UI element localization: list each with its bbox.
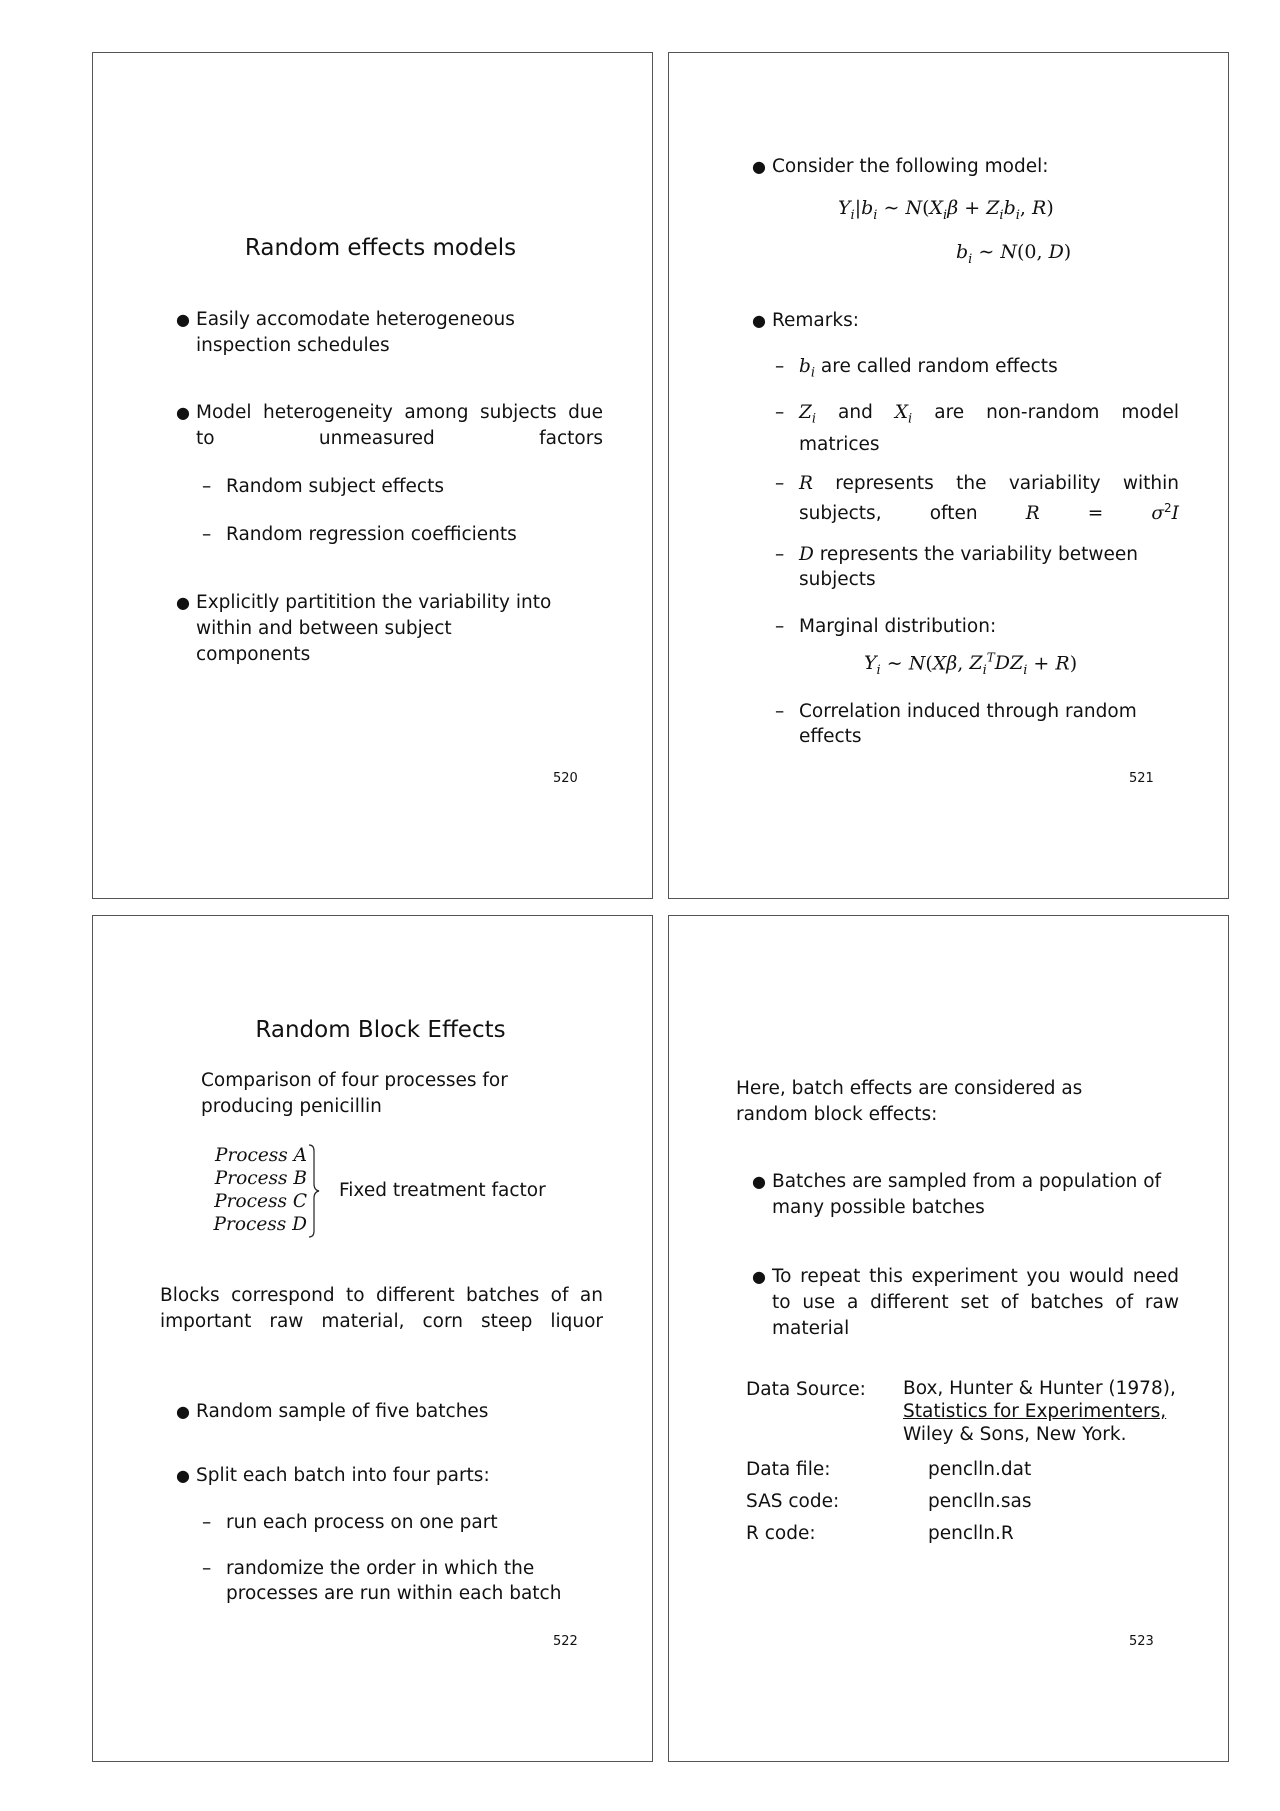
bullet-icon: ●: [176, 1466, 190, 1485]
file-value: penclln.R: [928, 1523, 1014, 1544]
data-source-book: Statistics for Experimenters,: [903, 1401, 1167, 1422]
dash-icon: –: [775, 616, 785, 637]
page-number: 522: [553, 1634, 578, 1649]
bullet-icon: ●: [752, 311, 766, 330]
sub-item-text: Random regression coefficients: [226, 524, 517, 545]
bullet-icon: ●: [176, 593, 190, 612]
sub-item: [202, 474, 586, 499]
slide-523: [668, 915, 1229, 1762]
page-number: 520: [553, 771, 578, 786]
page-number: 521: [1129, 771, 1154, 786]
process-item: Process A: [215, 1145, 307, 1166]
file-row: [746, 1454, 1032, 1486]
dash-icon: –: [775, 701, 785, 722]
sub-item-text: are called random effects: [820, 356, 1058, 377]
sub-item: [202, 522, 586, 547]
file-label: Data file:: [746, 1459, 831, 1480]
sub-item: [775, 614, 1179, 639]
bullet-text: Explicitly partitition the variability into within and between subject components: [196, 592, 552, 665]
sub-item-text: represents the variability between subjects: [799, 544, 1139, 590]
slide-title: Random effects models: [244, 235, 517, 261]
sub-item-text: randomize the order in which the processes are run within each batch: [226, 1558, 562, 1604]
file-label: R code:: [746, 1523, 816, 1544]
sub-item-text: and: [838, 402, 873, 423]
sub-item: [202, 1510, 606, 1535]
sub-item: – $b_i$ are called random effects: [775, 356, 1058, 381]
dash-icon: –: [775, 473, 785, 494]
sub-item: [775, 699, 1184, 749]
sub-item: [202, 1556, 616, 1606]
sub-item-text: Random subject effects: [226, 476, 444, 497]
model-equation: $Y_i|b_i$ ∼ $N(X_i\beta + Z_ib_i$, R): [838, 197, 1054, 223]
sub-item-text: run each process on one part: [226, 1512, 498, 1533]
brace-icon: [307, 1144, 321, 1238]
dash-icon: –: [775, 356, 785, 377]
process-item: Process D: [213, 1214, 307, 1235]
marginal-equation: $Y_i$ ∼ N(Xβ, $Z_i^TDZ_i + R$): [864, 651, 1078, 679]
bullet-text: Split each batch into four parts:: [196, 1465, 490, 1486]
bullet-icon: ●: [176, 1402, 190, 1421]
bullet-icon: ●: [176, 310, 190, 329]
bullet-item: [752, 1169, 1182, 1221]
dash-icon: –: [775, 402, 785, 423]
bullet-text: Remarks:: [772, 310, 859, 331]
bullet-item: [176, 400, 603, 478]
bullet-text: To repeat this experiment you would need to use a different set of batches of raw material: [772, 1266, 1179, 1339]
file-row: [746, 1486, 1032, 1518]
sub-item: – $Z_i$ and $X_i$ are non-random model matrices: [775, 402, 1179, 455]
slide-title: Random Block Effects: [255, 1017, 506, 1043]
file-value: penclln.dat: [928, 1459, 1032, 1480]
bullet-icon: ●: [176, 403, 190, 422]
file-label: SAS code:: [746, 1491, 840, 1512]
dash-icon: –: [202, 1558, 212, 1579]
bullet-text: Random sample of five batches: [196, 1401, 489, 1422]
bullet-item: [176, 590, 561, 668]
sub-item-text: represents the variability within subjects, often: [799, 473, 1179, 525]
data-source-line: Box, Hunter & Hunter (1978),: [903, 1378, 1176, 1399]
bullet-item: [176, 1463, 576, 1489]
file-table: [746, 1454, 1032, 1550]
slide-520: [92, 52, 653, 899]
data-source-line: Wiley & Sons, New York.: [903, 1424, 1127, 1445]
dash-icon: –: [202, 1512, 212, 1533]
slide-521: [668, 52, 1229, 899]
intro-text: Comparison of four processes for producing penicillin: [201, 1070, 508, 1117]
random-effect-equation: $b_i$ ∼ N(0, D): [956, 241, 1072, 267]
sub-item: – D represents the variability between subjects: [775, 544, 1139, 590]
factor-label: Fixed treatment factor: [339, 1180, 546, 1201]
bullet-item: [752, 154, 1172, 180]
dash-icon: –: [202, 524, 212, 545]
process-item: Process B: [214, 1168, 307, 1189]
bullet-item: [752, 1264, 1179, 1368]
intro-text: Here, batch effects are considered as random block effects:: [736, 1078, 1083, 1125]
bullet-text: Model heterogeneity among subjects due to unmeasured factors: [196, 402, 603, 449]
bullet-icon: ●: [752, 157, 766, 176]
data-source-value: [903, 1377, 1176, 1446]
bullet-text: Consider the following model:: [772, 156, 1049, 177]
file-value: penclln.sas: [928, 1491, 1032, 1512]
bullet-text: Easily accomodate heterogeneous inspection schedules: [196, 309, 515, 356]
file-row: [746, 1518, 1032, 1550]
process-item: Process C: [214, 1191, 307, 1212]
data-source-label: Data Source:: [746, 1379, 866, 1400]
sub-item-text: are non-random model matrices: [799, 402, 1179, 455]
bullet-icon: ●: [752, 1172, 766, 1191]
process-list: [192, 1144, 307, 1236]
bullet-item: [176, 307, 556, 359]
dash-icon: –: [202, 476, 212, 497]
bullet-item: [176, 1399, 576, 1425]
sub-item-text: Correlation induced through random effects: [799, 701, 1137, 747]
dash-icon: –: [775, 544, 785, 565]
sub-item: – R represents the variability within subjects, often $R = \sigma^2I$: [775, 473, 1179, 525]
bullet-text: Batches are sampled from a population of many possible batches: [772, 1171, 1162, 1218]
bullet-icon: ●: [752, 1267, 766, 1286]
bullet-item: [752, 308, 1072, 334]
sub-item-text: Marginal distribution:: [799, 616, 997, 637]
blocks-text: Blocks correspond to different batches of an important raw material, corn steep liquor: [160, 1285, 603, 1332]
page-number: 523: [1129, 1634, 1154, 1649]
slide-522: [92, 915, 653, 1762]
